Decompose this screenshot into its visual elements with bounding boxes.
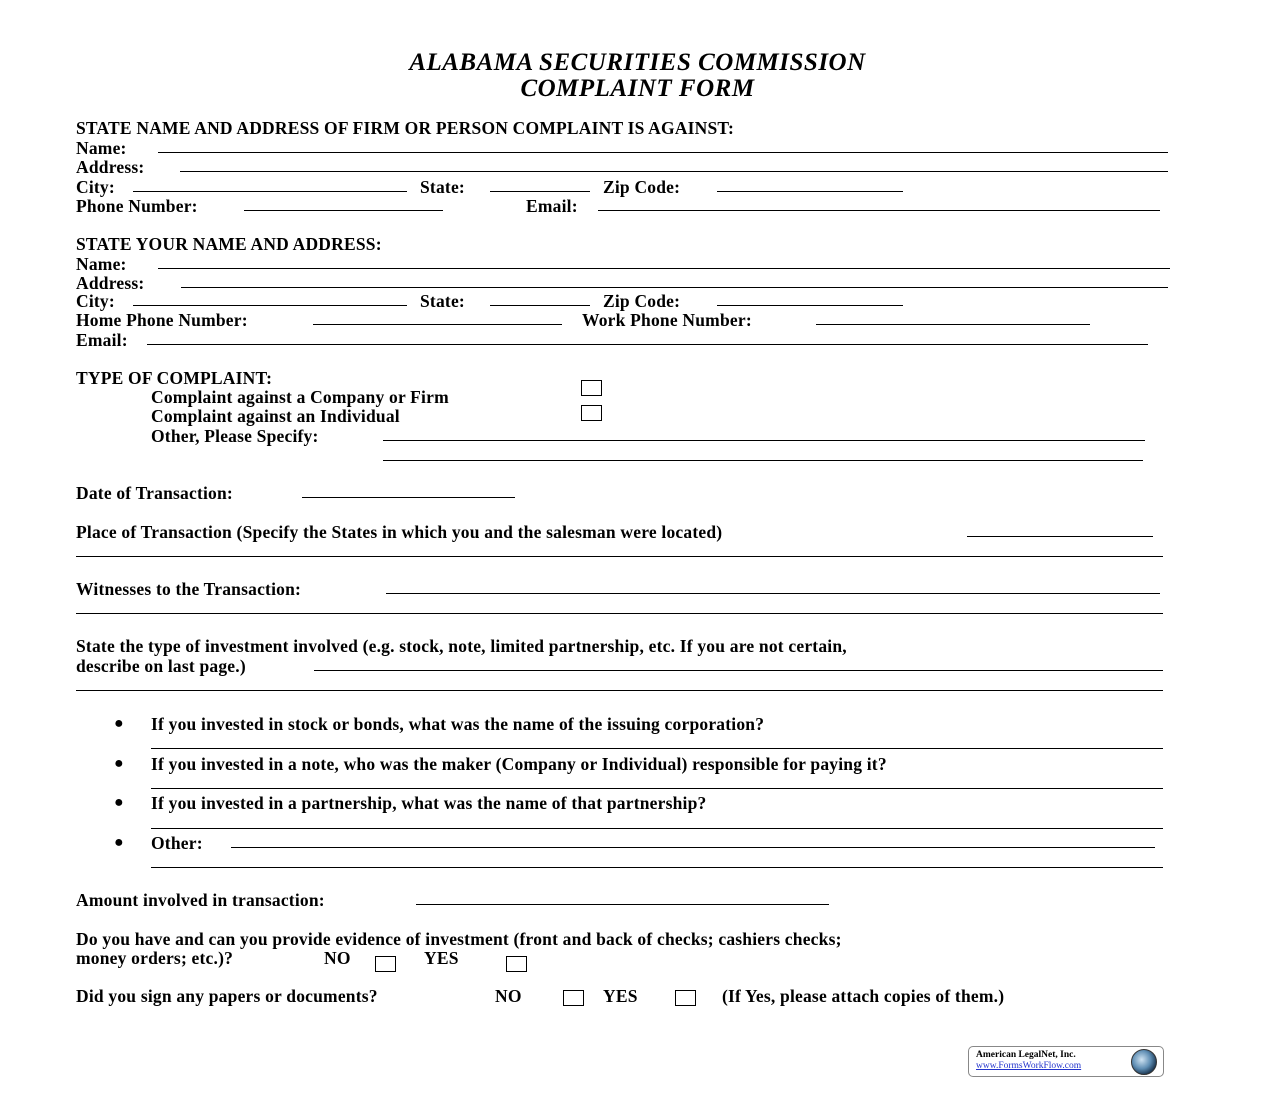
witnesses-field-2[interactable] <box>76 613 1163 614</box>
home-phone-label: Home Phone Number: <box>76 310 248 330</box>
other-investment-label: Other: <box>151 833 203 853</box>
work-phone-label: Work Phone Number: <box>582 310 752 330</box>
note-answer-field[interactable] <box>151 788 1163 789</box>
against-city-label: City: <box>76 177 115 197</box>
your-name-label: Name: <box>76 254 127 274</box>
other-investment-field[interactable] <box>231 847 1155 848</box>
logo-company: American LegalNet, Inc. <box>976 1050 1076 1060</box>
against-zip-field[interactable] <box>717 191 903 192</box>
against-zip-label: Zip Code: <box>603 177 681 197</box>
bullet-icon: ● <box>114 715 124 732</box>
individual-checkbox[interactable] <box>581 405 602 421</box>
individual-option-label: Complaint against an Individual <box>151 406 400 426</box>
against-state-label: State: <box>420 177 465 197</box>
form-title: ALABAMA SECURITIES COMMISSION <box>409 49 866 76</box>
evidence-question: Do you have and can you provide evidence of investment (front and back of checks; cashiers checks; <box>76 929 842 949</box>
investment-type-label-2: describe on last page.) <box>76 656 246 676</box>
globe-icon <box>1131 1049 1157 1075</box>
bullet-icon: ● <box>114 834 124 851</box>
your-state-label: State: <box>420 291 465 311</box>
your-address-field[interactable] <box>181 287 1168 288</box>
against-name-label: Name: <box>76 138 127 158</box>
witnesses-field[interactable] <box>386 593 1160 594</box>
place-field[interactable] <box>967 536 1153 537</box>
your-city-label: City: <box>76 291 115 311</box>
your-heading: STATE YOUR NAME AND ADDRESS: <box>76 234 382 254</box>
investment-type-label: State the type of investment involved (e.g. stock, note, limited partnership, etc. If you are not certain, <box>76 636 847 656</box>
other-investment-field-2[interactable] <box>151 867 1163 868</box>
signed-question: Did you sign any papers or documents? <box>76 986 378 1006</box>
bullet-icon: ● <box>114 755 124 772</box>
company-checkbox[interactable] <box>581 380 602 396</box>
company-option-label: Complaint against a Company or Firm <box>151 387 449 407</box>
witnesses-label: Witnesses to the Transaction: <box>76 579 302 599</box>
other-specify-field-2[interactable] <box>383 460 1143 461</box>
evidence-no-label: NO <box>324 948 351 968</box>
date-field[interactable] <box>302 497 515 498</box>
home-phone-field[interactable] <box>313 324 562 325</box>
stock-answer-field[interactable] <box>151 748 1163 749</box>
american-legalnet-logo <box>968 1046 1164 1077</box>
against-city-field[interactable] <box>133 191 407 192</box>
against-phone-label: Phone Number: <box>76 196 198 216</box>
against-address-field[interactable] <box>180 171 1168 172</box>
work-phone-field[interactable] <box>816 324 1090 325</box>
investment-type-field-2[interactable] <box>76 690 1163 691</box>
signed-no-label: NO <box>495 986 522 1006</box>
stock-question: If you invested in stock or bonds, what was the name of the issuing corporation? <box>151 714 765 734</box>
other-specify-label: Other, Please Specify: <box>151 426 319 446</box>
against-name-field[interactable] <box>158 152 1168 153</box>
your-city-field[interactable] <box>133 305 407 306</box>
logo-url-link[interactable]: www.FormsWorkFlow.com <box>976 1061 1082 1071</box>
your-zip-label: Zip Code: <box>603 291 681 311</box>
your-email-label: Email: <box>76 330 128 350</box>
bullet-icon: ● <box>114 794 124 811</box>
evidence-no-checkbox[interactable] <box>375 956 396 972</box>
your-email-field[interactable] <box>147 344 1148 345</box>
evidence-question-2: money orders; etc.)? <box>76 948 234 968</box>
your-state-field[interactable] <box>490 305 590 306</box>
your-zip-field[interactable] <box>717 305 903 306</box>
partnership-answer-field[interactable] <box>151 828 1163 829</box>
against-state-field[interactable] <box>490 191 590 192</box>
signed-no-checkbox[interactable] <box>563 990 584 1006</box>
against-email-field[interactable] <box>598 210 1160 211</box>
place-label: Place of Transaction (Specify the States in which you and the salesman were located) <box>76 522 723 542</box>
form-subtitle: COMPLAINT FORM <box>520 75 755 102</box>
against-address-label: Address: <box>76 157 145 177</box>
signed-note: (If Yes, please attach copies of them.) <box>722 986 1005 1006</box>
date-label: Date of Transaction: <box>76 483 233 503</box>
against-phone-field[interactable] <box>244 210 443 211</box>
signed-yes-label: YES <box>603 986 638 1006</box>
partnership-question: If you invested in a partnership, what was the name of that partnership? <box>151 793 707 813</box>
evidence-yes-label: YES <box>424 948 459 968</box>
other-specify-field[interactable] <box>383 440 1145 441</box>
evidence-yes-checkbox[interactable] <box>506 956 527 972</box>
your-name-field[interactable] <box>158 268 1170 269</box>
signed-yes-checkbox[interactable] <box>675 990 696 1006</box>
against-heading: STATE NAME AND ADDRESS OF FIRM OR PERSON COMPLAINT IS AGAINST: <box>76 118 735 138</box>
place-field-2[interactable] <box>76 556 1163 557</box>
amount-label: Amount involved in transaction: <box>76 890 325 910</box>
investment-type-field[interactable] <box>314 670 1163 671</box>
against-email-label: Email: <box>526 196 578 216</box>
amount-field[interactable] <box>416 904 829 905</box>
complaint-type-heading: TYPE OF COMPLAINT: <box>76 368 273 388</box>
note-question: If you invested in a note, who was the maker (Company or Individual) responsible for paying it? <box>151 754 887 774</box>
your-address-label: Address: <box>76 273 145 293</box>
